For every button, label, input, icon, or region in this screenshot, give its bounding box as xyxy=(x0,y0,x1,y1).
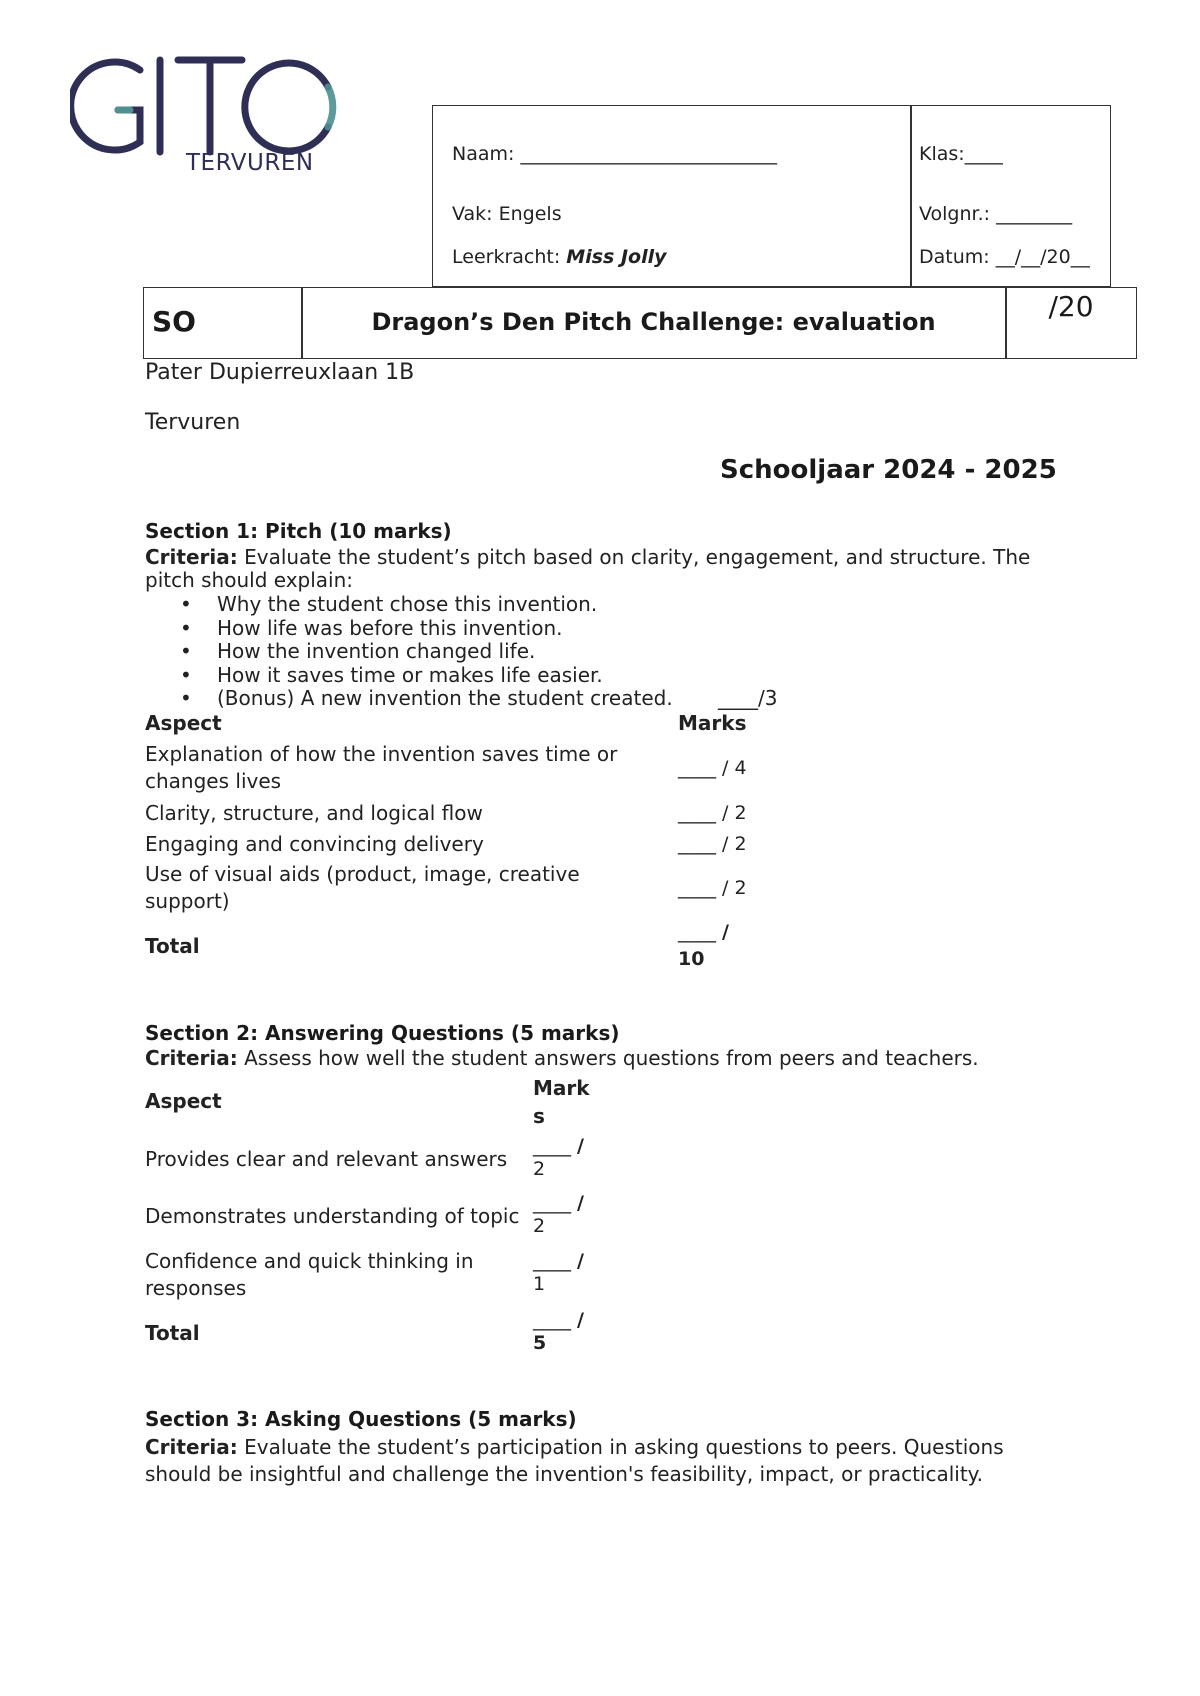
klas-line[interactable]: ____ xyxy=(964,143,1003,165)
s2-total-field[interactable]: ____ / 5 xyxy=(533,1309,584,1354)
bonus-mark[interactable]: ____/3 xyxy=(718,686,778,710)
datum-field[interactable] xyxy=(919,246,1090,268)
table-row: Use of visual aids (product, image, creative support) xyxy=(145,862,580,913)
leerkracht-field xyxy=(452,246,666,268)
leerkracht-label: Leerkracht: xyxy=(452,246,561,268)
leerkracht-value: Miss Jolly xyxy=(566,246,667,268)
vak-value: Engels xyxy=(498,203,562,225)
criteria-text: Evaluate the student’s pitch based on clarity, engagement, and structure. The pitch should explain: xyxy=(145,545,1031,592)
test-code: SO xyxy=(152,305,196,338)
title-table xyxy=(143,287,1137,359)
mark-field[interactable]: ____ / 2 xyxy=(533,1135,584,1180)
mark-field[interactable]: ____ / 2 xyxy=(533,1192,584,1237)
mark-field[interactable]: ____ / 2 xyxy=(678,877,747,899)
section1-heading: Section 1: Pitch (10 marks) xyxy=(145,519,452,543)
section1-criteria xyxy=(145,546,1065,592)
s2-total-label: Total xyxy=(145,1321,200,1345)
logo-subtitle: TERVUREN xyxy=(186,150,314,176)
criteria-label: Criteria: xyxy=(145,1046,238,1070)
address-city: Tervuren xyxy=(145,410,241,435)
klas-label: Klas: xyxy=(919,143,965,165)
criteria-label: Criteria: xyxy=(145,545,238,569)
criteria-label: Criteria: xyxy=(145,1435,238,1459)
logo-letter-o xyxy=(245,63,328,151)
total-score: /20 xyxy=(1048,290,1094,323)
section3-heading: Section 3: Asking Questions (5 marks) xyxy=(145,1407,577,1431)
table-row: Provides clear and relevant answers xyxy=(145,1147,508,1171)
info-divider xyxy=(910,106,912,286)
volgnr-field[interactable] xyxy=(919,203,1072,225)
vak-label: Vak: xyxy=(452,203,493,225)
table-row: Demonstrates understanding of topic xyxy=(145,1204,520,1228)
mark-field[interactable]: ____ / 2 xyxy=(678,802,747,824)
student-info-box xyxy=(432,105,1111,287)
school-year: Schooljaar 2024 - 2025 xyxy=(720,455,1057,485)
address-street: Pater Dupierreuxlaan 1B xyxy=(145,360,415,385)
s1-total-label: Total xyxy=(145,934,200,958)
volgnr-label: Volgnr.: xyxy=(919,203,991,225)
s2-col-marks: Mark s xyxy=(533,1076,590,1128)
section2-criteria xyxy=(145,1047,1065,1070)
datum-value[interactable]: __/__/20__ xyxy=(995,246,1090,268)
s1-col-aspect: Aspect xyxy=(145,711,222,735)
table-row: Clarity, structure, and logical flow xyxy=(145,801,483,825)
logo-letter-g xyxy=(71,62,140,150)
mark-field[interactable]: ____ / 1 xyxy=(533,1250,584,1295)
criteria-text: Evaluate the student’s participation in asking questions to peers. Questions should be insightful and challenge the invention's feasibility, impact, or practicality. xyxy=(145,1435,1004,1486)
section3-criteria xyxy=(145,1434,1045,1488)
criteria-text: Assess how well the student answers questions from peers and teachers. xyxy=(244,1046,979,1070)
s2-col-aspect: Aspect xyxy=(145,1089,222,1113)
table-row: Explanation of how the invention saves time or changes lives xyxy=(145,742,618,793)
naam-field[interactable] xyxy=(452,143,777,165)
mark-field[interactable]: ____ / 4 xyxy=(678,757,747,779)
naam-line[interactable]: ___________________________ xyxy=(520,143,777,165)
klas-field[interactable] xyxy=(919,143,1003,165)
naam-label: Naam: xyxy=(452,143,515,165)
s1-col-marks: Marks xyxy=(678,711,747,735)
section2-heading: Section 2: Answering Questions (5 marks) xyxy=(145,1021,620,1045)
table-row: Confidence and quick thinking in responses xyxy=(145,1249,474,1300)
mark-field[interactable]: ____ / 2 xyxy=(678,833,747,855)
volgnr-line[interactable]: ________ xyxy=(996,203,1073,225)
page-title: Dragon’s Den Pitch Challenge: evaluation xyxy=(371,308,936,336)
s1-total-field[interactable]: ____ / 10 xyxy=(678,921,729,970)
table-row: Engaging and convincing delivery xyxy=(145,832,484,856)
datum-label: Datum: xyxy=(919,246,990,268)
vak-field xyxy=(452,203,562,225)
